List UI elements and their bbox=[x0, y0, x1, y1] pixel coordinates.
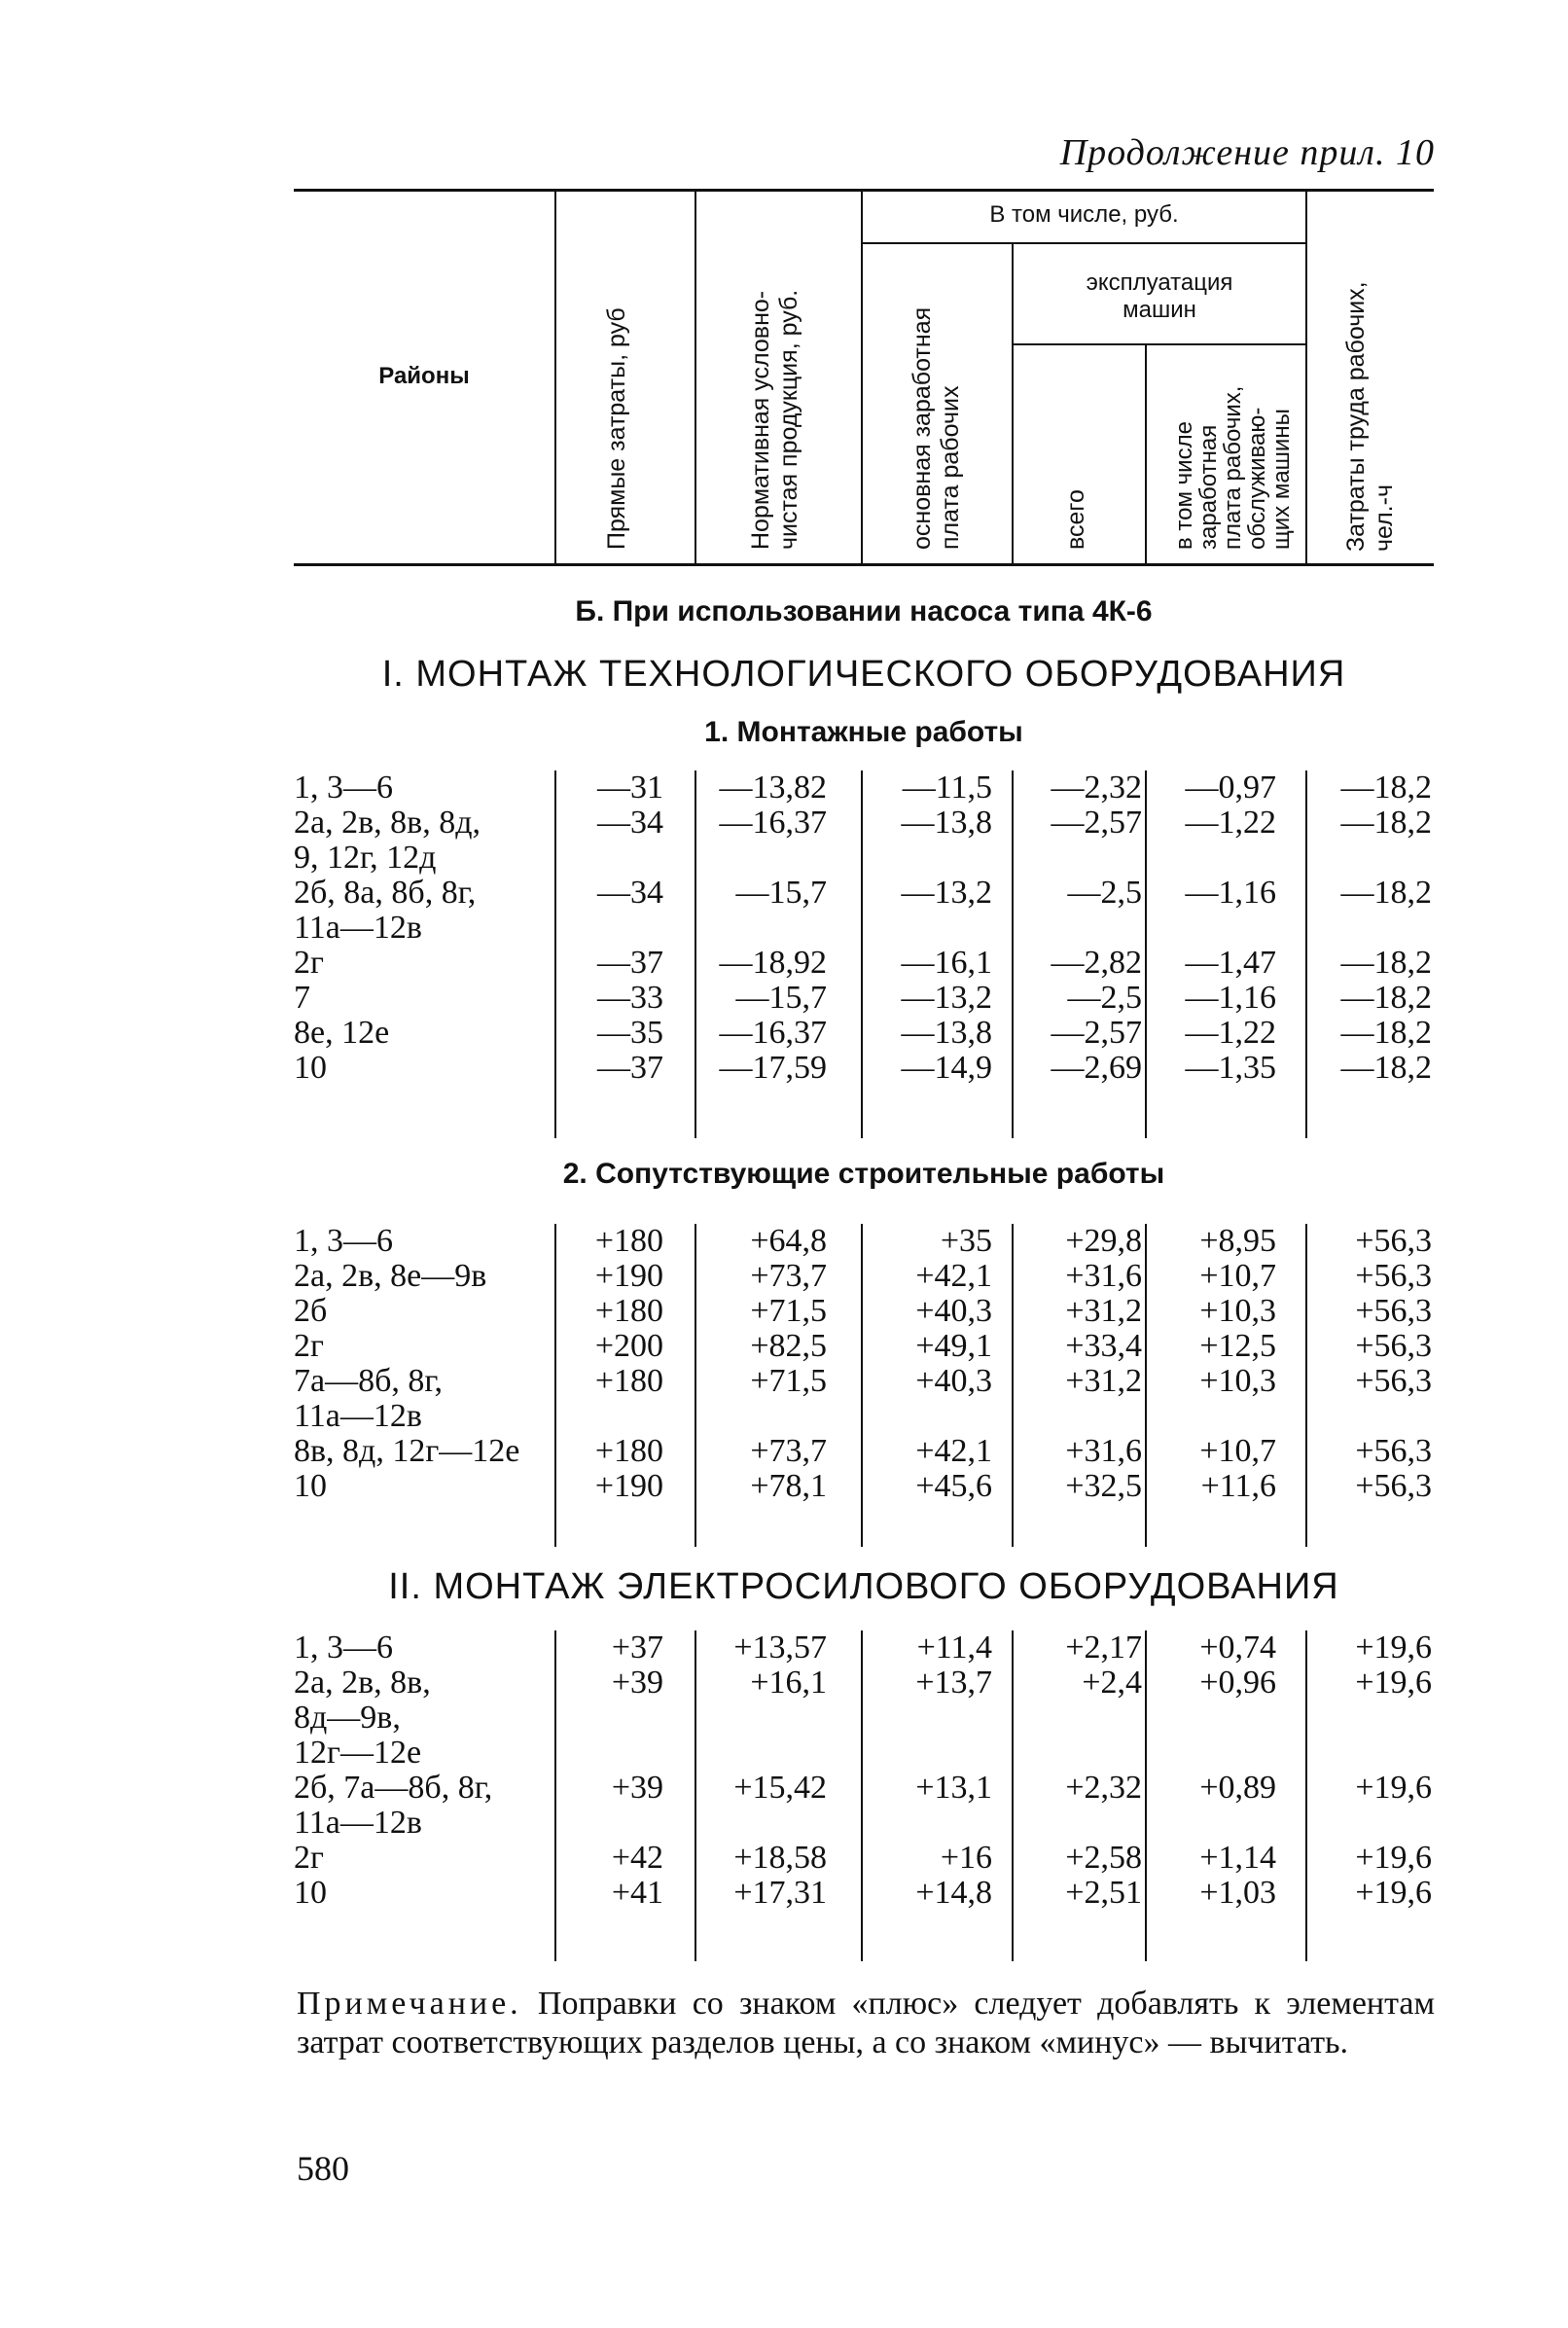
header-districts: Районы bbox=[378, 363, 470, 389]
value-cell: —1,35 bbox=[1185, 1050, 1276, 1086]
value-cell: —2,5 bbox=[1067, 980, 1142, 1016]
value-cell: +78,1 bbox=[750, 1468, 827, 1504]
value-cell: +19,6 bbox=[1355, 1665, 1432, 1701]
value-cell: +42 bbox=[611, 1840, 663, 1876]
value-cell: +56,3 bbox=[1355, 1363, 1432, 1399]
value-cell: —1,22 bbox=[1185, 1015, 1276, 1051]
column-divider bbox=[861, 1224, 863, 1547]
region-cell: 2а, 2в, 8е—9в bbox=[294, 1258, 487, 1294]
value-cell: —1,22 bbox=[1185, 805, 1276, 841]
value-cell: —2,5 bbox=[1067, 875, 1142, 911]
value-cell: +180 bbox=[594, 1223, 663, 1259]
value-cell: +180 bbox=[594, 1363, 663, 1399]
value-cell: +35 bbox=[940, 1223, 992, 1259]
block-construction-works bbox=[294, 1224, 1434, 1547]
value-cell: +56,3 bbox=[1355, 1293, 1432, 1329]
value-cell: +56,3 bbox=[1355, 1433, 1432, 1469]
table-header bbox=[294, 190, 1434, 563]
column-divider bbox=[861, 770, 863, 1138]
value-cell: —37 bbox=[597, 945, 663, 981]
value-cell: —16,37 bbox=[719, 805, 827, 841]
subsection-1-heading: 1. Монтажные работы bbox=[704, 716, 1023, 748]
value-cell: —18,2 bbox=[1340, 770, 1432, 806]
column-divider bbox=[1012, 1630, 1014, 1961]
header-divider bbox=[554, 190, 556, 563]
value-cell: —17,59 bbox=[719, 1050, 827, 1086]
value-cell: —13,8 bbox=[901, 1015, 992, 1051]
value-cell: —18,2 bbox=[1340, 945, 1432, 981]
region-cell: 2г bbox=[294, 1328, 324, 1364]
value-cell: +2,32 bbox=[1065, 1770, 1142, 1806]
section-2-heading: II. МОНТАЖ ЭЛЕКТРОСИЛОВОГО ОБОРУДОВАНИЯ bbox=[388, 1566, 1339, 1607]
value-cell: +42,1 bbox=[915, 1258, 992, 1294]
value-cell: +82,5 bbox=[750, 1328, 827, 1364]
value-cell: +10,3 bbox=[1199, 1363, 1276, 1399]
region-cell: 10 bbox=[294, 1050, 327, 1086]
value-cell: —1,47 bbox=[1185, 945, 1276, 981]
value-cell: +45,6 bbox=[915, 1468, 992, 1504]
header-normative: Нормативная условно- чистая продукция, руб. bbox=[747, 289, 802, 550]
value-cell: +31,6 bbox=[1065, 1433, 1142, 1469]
running-head: Продолжение прил. 10 bbox=[1059, 132, 1435, 173]
column-divider bbox=[1305, 1224, 1307, 1547]
value-cell: +56,3 bbox=[1355, 1258, 1432, 1294]
page-number: 580 bbox=[297, 2149, 349, 2188]
value-cell: —13,2 bbox=[901, 875, 992, 911]
column-divider bbox=[554, 1630, 556, 1961]
region-cell: 1, 3—6 bbox=[294, 770, 393, 806]
value-cell: —1,16 bbox=[1185, 875, 1276, 911]
value-cell: —11,5 bbox=[902, 770, 992, 806]
value-cell: —37 bbox=[597, 1050, 663, 1086]
column-divider bbox=[1305, 1630, 1307, 1961]
value-cell: —2,57 bbox=[1051, 1015, 1142, 1051]
column-divider bbox=[1145, 1224, 1147, 1547]
header-divider bbox=[861, 190, 863, 563]
value-cell: +33,4 bbox=[1065, 1328, 1142, 1364]
value-cell: +71,5 bbox=[750, 1293, 827, 1329]
header-total: всего bbox=[1062, 489, 1089, 550]
value-cell: +19,6 bbox=[1355, 1840, 1432, 1876]
region-cell: 2б, 7а—8б, 8г, 11а—12в bbox=[294, 1770, 493, 1841]
value-cell: +42,1 bbox=[915, 1433, 992, 1469]
value-cell: +31,6 bbox=[1065, 1258, 1142, 1294]
value-cell: +19,6 bbox=[1355, 1630, 1432, 1665]
value-cell: +1,14 bbox=[1199, 1840, 1276, 1876]
value-cell: —2,82 bbox=[1051, 945, 1142, 981]
region-cell: 8е, 12е bbox=[294, 1015, 390, 1051]
value-cell: —31 bbox=[597, 770, 663, 806]
header-incl-wage: в том числе заработная плата рабочих, обслуживаю- щих машины bbox=[1171, 385, 1295, 550]
region-cell: 2г bbox=[294, 1840, 324, 1876]
value-cell: +39 bbox=[611, 1665, 663, 1701]
value-cell: +64,8 bbox=[750, 1223, 827, 1259]
header-incl: В том числе, руб. bbox=[989, 201, 1179, 228]
header-direct-costs: Прямые затраты, руб bbox=[603, 307, 630, 550]
column-divider bbox=[554, 770, 556, 1138]
value-cell: —15,7 bbox=[735, 980, 827, 1016]
value-cell: —18,2 bbox=[1340, 875, 1432, 911]
value-cell: —35 bbox=[597, 1015, 663, 1051]
column-divider bbox=[1012, 1224, 1014, 1547]
value-cell: +12,5 bbox=[1199, 1328, 1276, 1364]
value-cell: +32,5 bbox=[1065, 1468, 1142, 1504]
value-cell: +2,4 bbox=[1082, 1665, 1142, 1701]
value-cell: +40,3 bbox=[915, 1293, 992, 1329]
value-cell: +0,96 bbox=[1199, 1665, 1276, 1701]
region-cell: 1, 3—6 bbox=[294, 1223, 393, 1259]
value-cell: —2,69 bbox=[1051, 1050, 1142, 1086]
value-cell: +8,95 bbox=[1199, 1223, 1276, 1259]
column-divider bbox=[695, 1630, 696, 1961]
table-header-bottom-rule bbox=[294, 563, 1434, 566]
column-divider bbox=[695, 1224, 696, 1547]
value-cell: +16,1 bbox=[750, 1665, 827, 1701]
note-label: Примечание. bbox=[297, 1986, 522, 2022]
value-cell: +31,2 bbox=[1065, 1293, 1142, 1329]
region-cell: 2б bbox=[294, 1293, 328, 1329]
value-cell: +0,74 bbox=[1199, 1630, 1276, 1665]
value-cell: —15,7 bbox=[735, 875, 827, 911]
header-machine-op: эксплуатация машин bbox=[1086, 269, 1233, 323]
value-cell: +40,3 bbox=[915, 1363, 992, 1399]
region-cell: 2г bbox=[294, 945, 324, 981]
region-cell: 7а—8б, 8г, 11а—12в bbox=[294, 1363, 443, 1434]
header-divider bbox=[1305, 190, 1307, 563]
column-divider bbox=[1012, 770, 1014, 1138]
value-cell: —13,2 bbox=[901, 980, 992, 1016]
value-cell: —14,9 bbox=[901, 1050, 992, 1086]
value-cell: +18,58 bbox=[733, 1840, 827, 1876]
value-cell: +19,6 bbox=[1355, 1770, 1432, 1806]
value-cell: +73,7 bbox=[750, 1258, 827, 1294]
header-labor: Затраты труда рабочих, чел.-ч bbox=[1342, 281, 1398, 552]
subsection-2-heading: 2. Сопутствующие строительные работы bbox=[562, 1158, 1165, 1190]
value-cell: +16 bbox=[940, 1840, 992, 1876]
value-cell: +17,31 bbox=[733, 1875, 827, 1911]
value-cell: +41 bbox=[611, 1875, 663, 1911]
value-cell: +190 bbox=[594, 1258, 663, 1294]
note-text: Поправки со знаком «плюс» следует добавлять к элементам затрат соответствующих разделов цены, а со знаком «минус» — вычитать. bbox=[297, 1986, 1435, 2060]
value-cell: +11,4 bbox=[916, 1630, 992, 1665]
region-cell: 10 bbox=[294, 1875, 327, 1911]
section-b-heading: Б. При использовании насоса типа 4К-6 bbox=[575, 595, 1153, 627]
header-divider bbox=[695, 190, 696, 563]
value-cell: +10,7 bbox=[1199, 1258, 1276, 1294]
region-cell: 2а, 2в, 8в, 8д, 9, 12г, 12д bbox=[294, 805, 481, 876]
value-cell: —16,37 bbox=[719, 1015, 827, 1051]
value-cell: +180 bbox=[594, 1293, 663, 1329]
value-cell: +13,1 bbox=[915, 1770, 992, 1806]
region-cell: 1, 3—6 bbox=[294, 1630, 393, 1665]
value-cell: —18,2 bbox=[1340, 1015, 1432, 1051]
value-cell: —18,92 bbox=[719, 945, 827, 981]
value-cell: +13,7 bbox=[915, 1665, 992, 1701]
value-cell: +56,3 bbox=[1355, 1468, 1432, 1504]
value-cell: +11,6 bbox=[1200, 1468, 1276, 1504]
value-cell: +39 bbox=[611, 1770, 663, 1806]
value-cell: +19,6 bbox=[1355, 1875, 1432, 1911]
value-cell: —33 bbox=[597, 980, 663, 1016]
column-divider bbox=[554, 1224, 556, 1547]
value-cell: —34 bbox=[597, 805, 663, 841]
block-montage-works bbox=[294, 770, 1434, 1138]
value-cell: —1,16 bbox=[1185, 980, 1276, 1016]
value-cell: +56,3 bbox=[1355, 1328, 1432, 1364]
value-cell: +71,5 bbox=[750, 1363, 827, 1399]
note bbox=[297, 1985, 1435, 2062]
value-cell: +10,3 bbox=[1199, 1293, 1276, 1329]
value-cell: +37 bbox=[611, 1630, 663, 1665]
region-cell: 2а, 2в, 8в, 8д—9в, 12г—12е bbox=[294, 1665, 431, 1771]
column-divider bbox=[1145, 1630, 1147, 1961]
value-cell: —2,57 bbox=[1051, 805, 1142, 841]
value-cell: +29,8 bbox=[1065, 1223, 1142, 1259]
value-cell: +49,1 bbox=[915, 1328, 992, 1364]
column-divider bbox=[861, 1630, 863, 1961]
value-cell: —2,32 bbox=[1051, 770, 1142, 806]
value-cell: —16,1 bbox=[901, 945, 992, 981]
region-cell: 2б, 8а, 8б, 8г, 11а—12в bbox=[294, 875, 477, 946]
value-cell: —13,82 bbox=[719, 770, 827, 806]
value-cell: —13,8 bbox=[901, 805, 992, 841]
value-cell: —34 bbox=[597, 875, 663, 911]
region-cell: 7 bbox=[294, 980, 310, 1016]
value-cell: +73,7 bbox=[750, 1433, 827, 1469]
value-cell: +200 bbox=[594, 1328, 663, 1364]
value-cell: +31,2 bbox=[1065, 1363, 1142, 1399]
value-cell: +190 bbox=[594, 1468, 663, 1504]
value-cell: +13,57 bbox=[733, 1630, 827, 1665]
value-cell: +180 bbox=[594, 1433, 663, 1469]
value-cell: +1,03 bbox=[1199, 1875, 1276, 1911]
header-divider bbox=[1145, 345, 1147, 563]
region-cell: 10 bbox=[294, 1468, 327, 1504]
header-hline bbox=[861, 242, 1305, 244]
column-divider bbox=[1145, 770, 1147, 1138]
value-cell: —18,2 bbox=[1340, 1050, 1432, 1086]
value-cell: +2,51 bbox=[1065, 1875, 1142, 1911]
value-cell: +15,42 bbox=[733, 1770, 827, 1806]
value-cell: +10,7 bbox=[1199, 1433, 1276, 1469]
value-cell: +0,89 bbox=[1199, 1770, 1276, 1806]
region-cell: 8в, 8д, 12г—12е bbox=[294, 1433, 520, 1469]
value-cell: +2,58 bbox=[1065, 1840, 1142, 1876]
value-cell: —18,2 bbox=[1340, 980, 1432, 1016]
value-cell: —18,2 bbox=[1340, 805, 1432, 841]
value-cell: +14,8 bbox=[915, 1875, 992, 1911]
section-1-heading: I. МОНТАЖ ТЕХНОЛОГИЧЕСКОГО ОБОРУДОВАНИЯ bbox=[381, 654, 1346, 695]
column-divider bbox=[695, 770, 696, 1138]
column-divider bbox=[1305, 770, 1307, 1138]
header-base-wage: основная заработная плата рабочих bbox=[909, 306, 964, 550]
value-cell: +56,3 bbox=[1355, 1223, 1432, 1259]
value-cell: +2,17 bbox=[1065, 1630, 1142, 1665]
value-cell: —0,97 bbox=[1185, 770, 1276, 806]
block-electrical-works bbox=[294, 1630, 1434, 1961]
